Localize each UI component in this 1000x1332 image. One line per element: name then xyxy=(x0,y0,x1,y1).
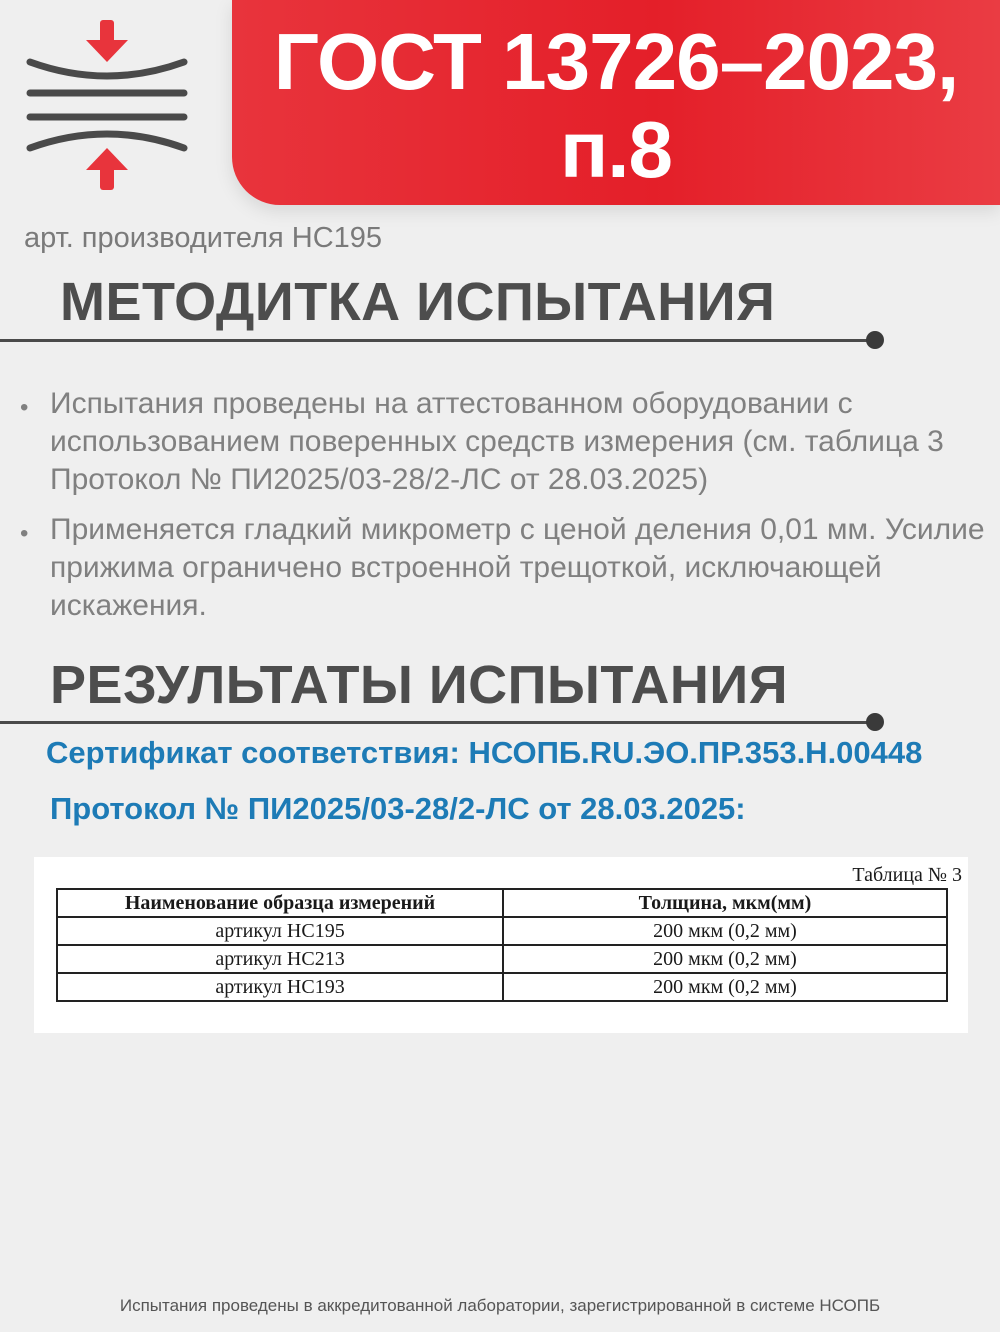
results-table xyxy=(56,888,948,1002)
method-divider-dot xyxy=(866,331,884,349)
protocol-table-scan xyxy=(34,857,968,1033)
method-bullet-text: Применяется гладкий микрометр с ценой деления 0,01 мм. Усилие прижима ограничено встроенной трещоткой, исключающей искажения. xyxy=(50,513,985,622)
bullet-icon: • xyxy=(20,520,29,547)
sample-cell: артикул НС193 xyxy=(57,973,503,1001)
bullet-icon: • xyxy=(20,394,29,421)
thickness-cell: 200 мкм (0,2 мм) xyxy=(503,917,947,945)
sample-cell: артикул НС213 xyxy=(57,945,503,973)
table-row xyxy=(57,945,947,973)
column-header-thickness: Толщина, мкм(мм) xyxy=(503,889,947,917)
method-list xyxy=(20,385,990,637)
table-caption: Таблица № 3 xyxy=(852,864,962,886)
gost-title: ГОСТ 13726–2023, п.8 xyxy=(273,17,959,194)
method-bullet-text: Испытания проведены на аттестованном оборудовании с использованием поверенных средств измерения (см. таблица 3 Протокол № ПИ2025/03-28/2-ЛС от 28.03.2025) xyxy=(50,387,944,496)
list-item xyxy=(20,511,990,625)
title-banner xyxy=(232,0,1000,205)
footer-note: Испытания проведены в аккредитованной лаборатории, зарегистрированной в системе НСОПБ xyxy=(119,1296,881,1315)
results-divider xyxy=(0,721,868,724)
compression-arrows-icon xyxy=(22,20,192,190)
list-item xyxy=(20,385,990,499)
method-heading: МЕТОДИТКА ИСПЫТАНИЯ xyxy=(60,272,776,332)
protocol-line: Протокол № ПИ2025/03-28/2-ЛС от 28.03.2025: xyxy=(50,791,746,826)
method-divider xyxy=(0,339,868,342)
thickness-cell: 200 мкм (0,2 мм) xyxy=(503,973,947,1001)
table-row xyxy=(57,973,947,1001)
manufacturer-article: арт. производителя НС195 xyxy=(24,222,383,254)
certificate-line: Сертификат соответствия: НСОПБ.RU.ЭО.ПР.353.Н.00448 xyxy=(46,735,923,770)
table-header-row xyxy=(57,889,947,917)
sample-cell: артикул НС195 xyxy=(57,917,503,945)
thickness-cell: 200 мкм (0,2 мм) xyxy=(503,945,947,973)
table-row xyxy=(57,917,947,945)
results-divider-dot xyxy=(866,713,884,731)
column-header-sample: Наименование образца измерений xyxy=(57,889,503,917)
results-heading: РЕЗУЛЬТАТЫ ИСПЫТАНИЯ xyxy=(50,655,789,715)
